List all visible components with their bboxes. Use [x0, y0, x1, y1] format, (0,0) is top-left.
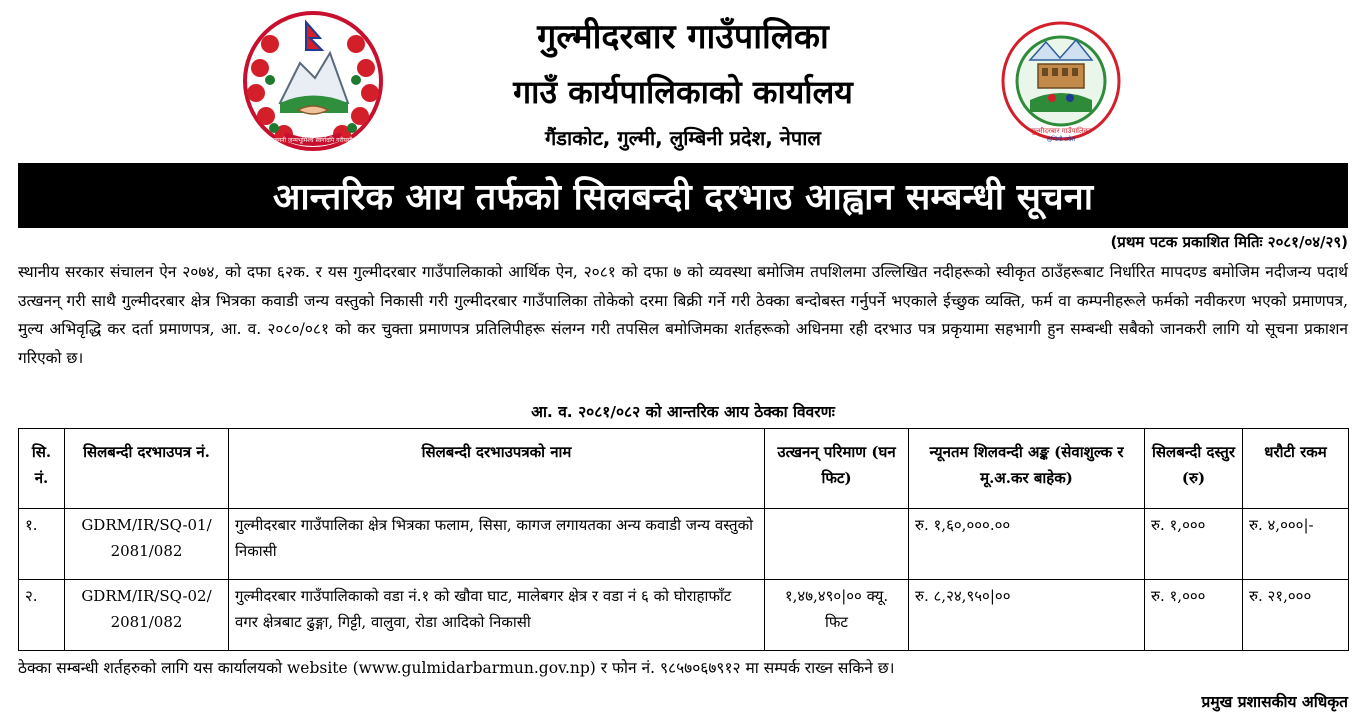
- cell-deposit: रु. २१,०००: [1243, 580, 1349, 651]
- cell-quantity: १,४७,४९०|०० क्यू. फिट: [765, 580, 909, 651]
- table-title: आ. व. २०८१/०८२ को आन्तरिक आय ठेक्का विवरणः: [531, 403, 835, 421]
- publication-date: (प्रथम पटक प्रकाशित मितिः २०८१/०४/२९): [1110, 233, 1348, 251]
- table-header-row: [19, 429, 1349, 509]
- col-header-name: सिलबन्दी दरभाउपत्रको नाम: [229, 429, 765, 509]
- letterhead: [0, 0, 1366, 160]
- cell-fee: रु. १,०००: [1145, 580, 1243, 651]
- cell-ref: GDRM/IR/SQ-01/ 2081/082: [65, 509, 229, 580]
- seal-ring-text: गुल्मीदरबार गाउँपालिका: [1031, 127, 1091, 135]
- col-header-quantity: उत्खनन् परिमाण (घन फिट): [765, 429, 909, 509]
- cell-min-amount: रु. १,६०,०००.००: [909, 509, 1145, 580]
- office-name: गाउँ कार्यपालिकाको कार्यालय: [513, 73, 853, 111]
- cell-sn: २.: [19, 580, 65, 651]
- cell-deposit: रु. ४,०००|-: [1243, 509, 1349, 580]
- cell-name: गुल्मीदरबार गाउँपालिका क्षेत्र भित्रका फलाम, सिसा, कागज लगायतका अन्य कवाडी जन्य वस्तुको निकासी: [229, 509, 765, 580]
- municipality-name: गुल्मीदरबार गाउँपालिका: [537, 17, 829, 57]
- col-header-min-amount: न्यूनतम शिलवन्दी अङ्क (सेवाशुल्क र मू.अ.कर बाहेक): [909, 429, 1145, 509]
- notice-body: स्थानीय सरकार संचालन ऐन २०७४, को दफा ६२क. र यस गुल्मीदरबार गाउँपालिकाको आर्थिक ऐन, २०८१ को दफा ७ को व्यवस्था बमोजिम तपशिलमा उल्लिखित नदीहरूको स्वीकृत ठाउँहरूबाट निर्धारित मापदण्ड बमोजिम नदीजन्य पदार्थ उत्खनन् गरी साथै गुल्मीदरबार क्षेत्र भित्रका कवाडी जन्य वस्तुको निकासी गरी गुल्मीदरबार गाउँपालिका तोकेको दरमा बिक्री गर्ने गरी ठेक्का बन्दोबस्त गर्नुपर्ने भएकाले ईच्छुक व्यक्ति, फर्म वा कम्पनीहरूले फर्मको नवीकरण भएको प्रमाणपत्र, मुल्य अभिवृद्धि कर दर्ता प्रमाणपत्र, आ. व. २०८०/०८१ को कर चुक्ता प्रमाणपत्र प्रतिलिपीहरू संलग्न गरी तपसिल बमोजिमका शर्तहरूको अधिनमा रही दरभाउ पत्र प्रकृयामा सहभागी हुन सम्बन्धी सबैको जानकरी लागि यो सूचना प्रकाशन गरिएको छ।: [18, 263, 1348, 367]
- cell-min-amount: रु. ८,२४,९५०|००: [909, 580, 1145, 651]
- col-header-deposit: धरौटी रकम: [1243, 429, 1349, 509]
- municipality-seal-icon: [1000, 20, 1122, 142]
- cell-quantity: [765, 509, 909, 580]
- cell-sn: १.: [19, 509, 65, 580]
- col-header-fee: सिलबन्दी दस्तुर (रु): [1145, 429, 1243, 509]
- seal-sub-text: लुम्बिनी प्रदेश: [1046, 136, 1076, 142]
- office-address: गैंडाकोट, गुल्मी, लुम्बिनी प्रदेश, नेपाल: [545, 126, 821, 150]
- cell-fee: रु. १,०००: [1145, 509, 1243, 580]
- signature: प्रमुख प्रशासकीय अधिकृत: [1201, 693, 1348, 711]
- table-row: [19, 580, 1349, 651]
- col-header-sn: सि. नं.: [19, 429, 65, 509]
- contact-line: ठेक्का सम्बन्धी शर्तहरुको लागि यस कार्यालयको website (www.gulmidarbarmun.gov.np) र फोन नं. ९८५७०६७९१२ मा सम्पर्क राख्न सकिने छ।: [18, 659, 895, 677]
- notice-banner-title: आन्तरिक आय तर्फको सिलबन्दी दरभाउ आह्वान सम्बन्धी सूचना: [18, 163, 1348, 228]
- tender-table: [18, 428, 1349, 651]
- table-row: [19, 509, 1349, 580]
- cell-ref: GDRM/IR/SQ-02/ 2081/082: [65, 580, 229, 651]
- col-header-ref: सिलबन्दी दरभाउपत्र नं.: [65, 429, 229, 509]
- cell-name: गुल्मीदरबार गाउँपालिकाको वडा नं.१ को खौवा घाट, मालेबगर क्षेत्र र वडा नं ६ को घोराहाफाँट वगर क्षेत्रबाट ढुङ्गा, गिट्टी, वालुवा, रोडा आदिको निकासी: [229, 580, 765, 651]
- emblem-motto: जननी जन्मभूमिश्च स्वर्गादपि गरीयसी: [273, 137, 353, 144]
